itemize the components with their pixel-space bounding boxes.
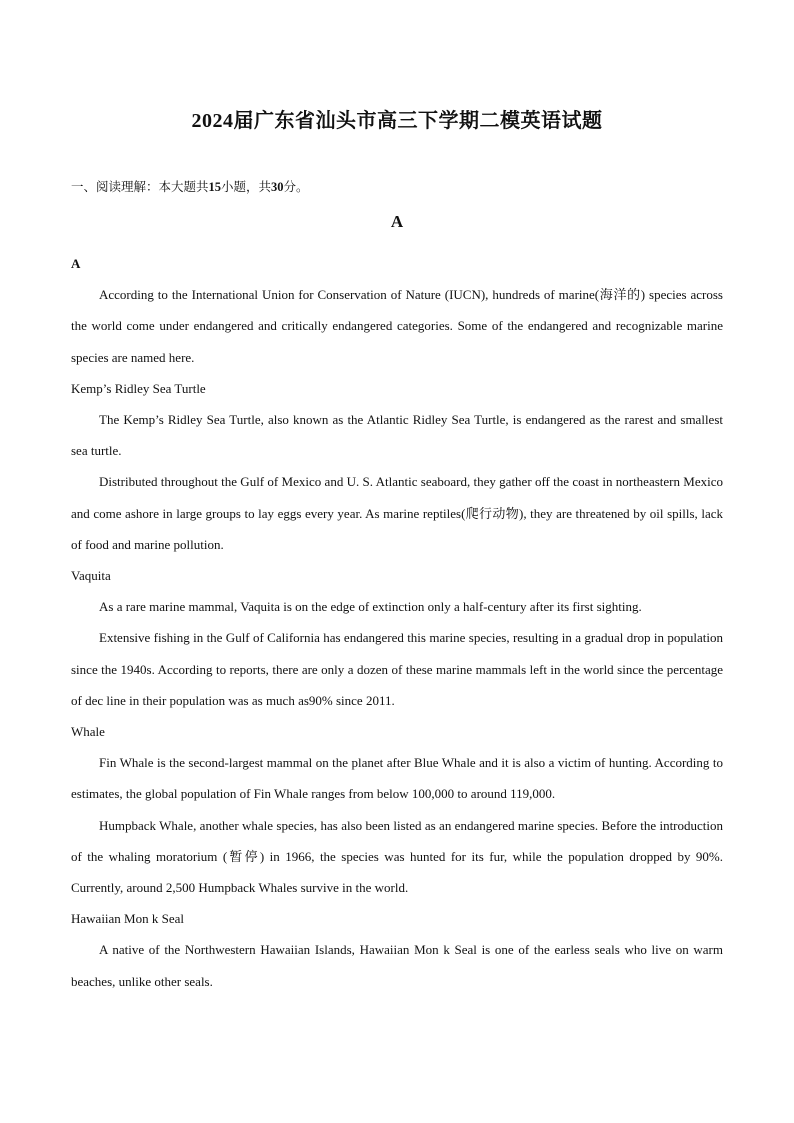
paragraph: A native of the Northwestern Hawaiian Islands, Hawaiian Mon k Seal is one of the earless seals who live on warm beaches, unlike other seals. xyxy=(71,942,723,989)
paragraph: Humpback Whale, another whale species, has also been listed as an endangered marine species. Before the introduction of the whaling moratorium (暂停) in 1966, the species was hunted for its fur, while the population dropped by 90%. Currently, around 2,500 Humpback Whales survive in the world. xyxy=(71,817,723,896)
passage-body xyxy=(71,248,723,997)
section-heading-suffix: 分。 xyxy=(283,180,309,194)
paragraph: The Kemp’s Ridley Sea Turtle, also known as the Atlantic Ridley Sea Turtle, is endangered as the rarest and smallest sea turtle. xyxy=(71,412,723,459)
part-label-left: A xyxy=(71,256,81,271)
section-heading-prefix: 一、阅读理解：本大题共 xyxy=(71,180,209,194)
part-label-center: A xyxy=(390,212,404,231)
paragraph: Fin Whale is the second-largest mammal on the planet after Blue Whale and it is also a victim of hunting. According to estimates, the global population of Fin Whale ranges from below 100,000 to around 119,000. xyxy=(71,755,723,802)
species-heading: Hawaiian Mon k Seal xyxy=(71,911,185,927)
section-question-count: 15 xyxy=(208,180,222,194)
section-points: 30 xyxy=(271,180,284,194)
section-heading-mid: 小题，共 xyxy=(221,180,272,194)
paragraph: Distributed throughout the Gulf of Mexico and U. S. Atlantic seaboard, they gather off the coast in northeastern Mexico and come ashore in large groups to lay eggs every year. As marine reptiles(爬行动物), they are threatened by oil spills, lack of food and marine pollution. xyxy=(71,474,723,552)
section-heading xyxy=(71,177,309,195)
species-heading: Kemp’s Ridley Sea Turtle xyxy=(71,380,206,396)
species-heading: Whale xyxy=(71,724,105,740)
paragraph-list xyxy=(71,279,723,997)
page-title: 2024届广东省汕头市高三下学期二模英语试题 xyxy=(191,110,603,132)
paragraph: According to the International Union for Conservation of Nature (IUCN), hundreds of marine(海洋的) species across the world come under endangered and critically endangered categories. Some of the endangered and recognizable marine species are named here. xyxy=(71,287,723,365)
paragraph: As a rare marine mammal, Vaquita is on the edge of extinction only a half-century after its first sighting. xyxy=(99,599,642,615)
species-heading: Vaquita xyxy=(71,568,111,584)
paragraph: Extensive fishing in the Gulf of California has endangered this marine species, resulting in a gradual drop in population since the 1940s. According to reports, there are only a dozen of these marine mammals left in the world since the percentage of dec line in their population was as much as90% since 2011. xyxy=(71,630,723,708)
